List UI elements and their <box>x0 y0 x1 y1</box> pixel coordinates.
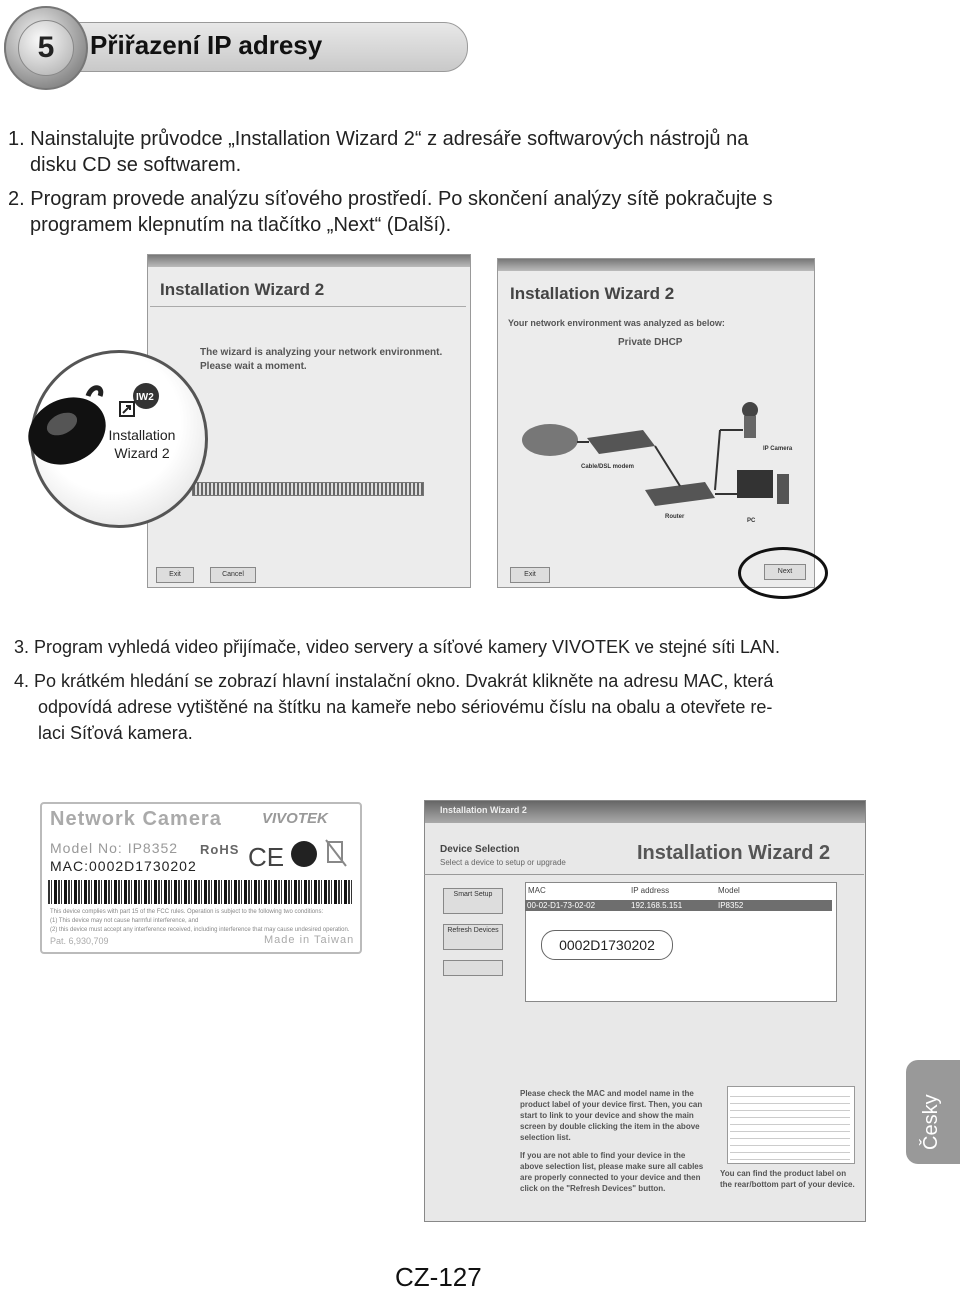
device-row[interactable] <box>525 900 832 911</box>
rohs-mark: RoHS <box>200 842 240 857</box>
modem-icon <box>587 430 655 454</box>
col-ip: IP address <box>631 886 670 895</box>
wizard-heading: Installation Wizard 2 <box>160 280 325 299</box>
row-model: IP8352 <box>718 901 744 910</box>
next-button[interactable]: Next <box>764 564 806 580</box>
help-text-1: Please check the MAC and model name in the product label of your device first. Then, you can start to link to your device and show the main screen by double clicking the item in the above selection list. <box>520 1089 703 1142</box>
device-selection-heading: Device Selection <box>440 844 520 855</box>
label-model: Model No: IP8352 <box>50 840 179 856</box>
analyzed-message: Your network environment was analyzed as below: <box>508 318 725 328</box>
c-tick-icon <box>291 841 317 867</box>
col-model: Model <box>718 886 740 895</box>
divider-2 <box>424 874 864 875</box>
network-type: Private DHCP <box>618 337 683 348</box>
next-highlight-circle <box>738 547 828 599</box>
made-in: Made in Taiwan <box>264 934 355 946</box>
wizard-heading-3: Installation Wizard 2 <box>637 842 831 864</box>
device-selection-sub: Select a device to setup or upgrade <box>440 858 566 867</box>
refresh-devices-button[interactable]: Refresh Devices <box>443 924 503 950</box>
step-4-cont: odpovídá adrese vytištěné na štítku na kameře nebo sériovému číslu na obalu a otevřete re- <box>38 697 773 717</box>
section-title: Přiřazení IP adresy <box>90 30 323 60</box>
barcode <box>48 880 354 904</box>
window-title: Installation Wizard 2 <box>440 805 527 815</box>
cancel-button[interactable]: Cancel <box>210 567 256 583</box>
help-text-2: If you are not able to find your device in the above selection list, please make sure all cables are properly connected to your device and then click on the "Refresh Devices" button. <box>520 1151 704 1193</box>
wizard-heading-2: Installation Wizard 2 <box>510 284 675 303</box>
divider <box>150 306 466 307</box>
row-mac: 00-02-D1-73-02-02 <box>527 901 596 910</box>
network-diagram <box>515 390 815 540</box>
smart-setup-button[interactable]: Smart Setup <box>443 888 503 914</box>
step-4: 4. Po krátkém hledání se zobrazí hlavní instalační okno. Dvakrát klikněte na adresu MAC, která <box>14 671 774 691</box>
ip-camera-icon <box>742 402 758 418</box>
analyzing-message: The wizard is analyzing your network environment. Please wait a moment. <box>200 347 443 372</box>
internet-cloud-icon <box>522 424 578 456</box>
step-2: 2. Program provede analýzu síťového prostředí. Po skončení analýzy sítě pokračujte s <box>8 188 773 210</box>
step-2-cont: programem klepnutím na tlačítko „Next“ (Další). <box>30 214 452 236</box>
ip-camera-label: IP Camera <box>763 446 793 452</box>
svg-text:IW2: IW2 <box>136 392 154 403</box>
page-number: CZ-127 <box>395 1262 482 1292</box>
label-thumbnail-content <box>730 1090 850 1160</box>
cable-modem-label: Cable/DSL modem <box>581 464 634 470</box>
language-tab: Česky <box>906 1060 960 1164</box>
patent-number: Pat. 6,930,709 <box>50 936 109 946</box>
step-4-cont2: laci Síťová kamera. <box>38 723 193 743</box>
mac-callout: 0002D1730202 <box>541 930 673 960</box>
pc-label: PC <box>747 518 756 524</box>
col-mac: MAC <box>528 886 546 895</box>
label-title: Network Camera <box>50 808 222 830</box>
exit-button-2[interactable]: Exit <box>510 567 550 583</box>
vivotek-logo: VIVOTEK <box>262 810 328 827</box>
exit-button[interactable]: Exit <box>156 567 194 583</box>
pc-icon <box>737 470 773 498</box>
section-number: 5 <box>18 20 74 76</box>
router-label: Router <box>665 514 685 520</box>
badge-label: Installation Wizard 2 <box>108 427 176 461</box>
label-mac: MAC:0002D1730202 <box>50 858 197 874</box>
step-1-cont: disku CD se softwarem. <box>30 154 242 176</box>
help-text-3: You can find the product label on the rear/bottom part of your device. <box>720 1169 855 1189</box>
step-3: 3. Program vyhledá video přijímače, video servery a síťové kamery VIVOTEK ve stejné síti LAN. <box>14 637 781 657</box>
row-ip: 192.168.5.151 <box>631 901 683 910</box>
ce-mark-icon: CE <box>248 842 285 872</box>
step-1: 1. Nainstalujte průvodce „Installation Wizard 2“ z adresáře softwarových nástrojů na <box>8 128 749 150</box>
fcc-notice: This device complies with part 15 of the FCC rules. Operation is subject to the following two conditions: (1) This device may not cause harmful interference, and (2) this device must accept any interference received, including interference that may cause undesired operation. <box>50 909 350 933</box>
help-button[interactable] <box>443 960 503 976</box>
progress-bar <box>192 482 424 496</box>
